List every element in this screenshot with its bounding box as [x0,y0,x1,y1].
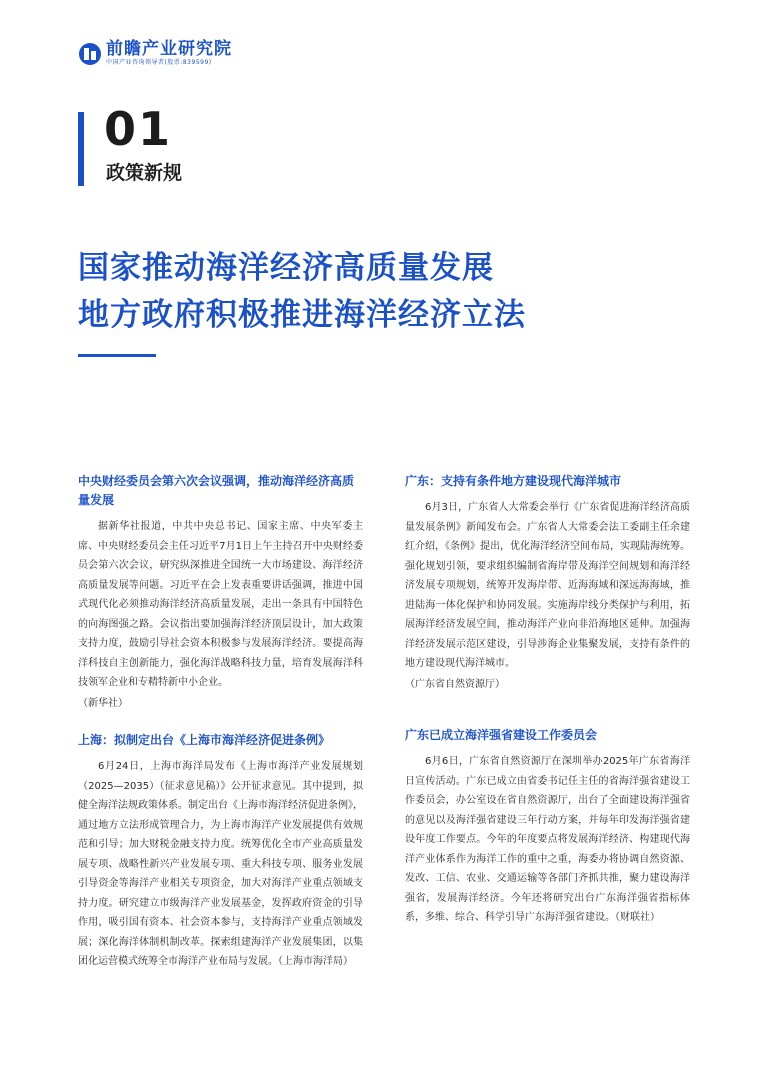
article-guangdong-city [405,472,690,694]
left-column [78,472,363,990]
article-body: 6月3日，广东省人大常委会举行《广东省促进海洋经济高质量发展条例》新闻发布会。广东省人大常委会法工委副主任余建红介绍，《条例》提出，优化海洋经济空间布局，实现陆海统筹。强化规划引领，要求组织编制省海岸带及海洋空间规划和海洋经济发展专项规划，统筹开发海岸带、近海海域和深远海海域，推进陆海一体化保护和协同发展。实施海岸线分类保护与利用，拓展海洋经济发展空间，推动海洋产业向非沿海地区延伸。加强海洋经济发展示范区建设，引导涉海企业集聚发展，支持有条件的地方建设现代海洋城市。 [405,502,690,669]
article-body: 6月24日，上海市海洋局发布《上海市海洋产业发展规划（2025—2035）（征求意见稿）》公开征求意见。其中提到，拟健全海洋法规政策体系。制定出台《上海市海洋经济促进条例》，通过地方立法形成管理合力，为上海市海洋产业发展提供有效规范和引导；加大财税金融支持力度。统筹优化全市产业高质量发展专项、战略性新兴产业发展专项、重大科技专项、服务业发展引导资金等海洋产业相关专项资金，加大对海洋产业重点领域支持力度。研究建立市级海洋产业发展基金，发挥政府资金的引导作用，吸引国有资本、社会资本参与，支持海洋产业重点领域发展；深化海洋体制机制改革。探索组建海洋产业发展集团，以集团化运营模式统筹全市海洋产业布局与发展。（上海市海洋局） [78,761,363,967]
article-title: 广东：支持有条件地方建设现代海洋城市 [405,474,622,488]
logo-icon [78,42,102,66]
article-body: 据新华社报道，中共中央总书记、国家主席、中央军委主席、中央财经委员会主任习近平7月1日上午主持召开中央财经委员会第六次会议，研究纵深推进全国统一大市场建设、海洋经济高质量发展等问题。习近平在会上发表重要讲话强调，推进中国式现代化必须推动海洋经济高质量发展，走出一条具有中国特色的向海图强之路。会议指出要加强海洋经济顶层设计，加大政策支持力度，鼓励引导社会资本积极参与发展海洋经济。要提高海洋科技自主创新能力，强化海洋战略科技力量，培育发展海洋科技领军企业和专精特新中小企业。 [78,521,363,688]
section-title: 政策新规 [106,162,183,184]
logo-slogan: 中国产业咨询领导者(股票:839599) [106,59,212,66]
headline-divider [78,354,156,357]
article-source: （广东省自然资源厅） [405,678,505,690]
article-guangdong-committee [405,726,690,928]
logo-name: 前瞻产业研究院 [106,39,232,59]
article-central-finance [78,472,363,713]
section-number: 01 [104,102,173,156]
headline-line-1: 国家推动海洋经济高质量发展 [78,250,494,286]
article-title: 中央财经委员会第六次会议强调，推动海洋经济高质量发展 [78,474,355,507]
article-body: 6月6日，广东省自然资源厅在深圳举办2025年广东省海洋日宣传活动。广东已成立由省委书记任主任的省海洋强省建设工作委员会，办公室设在省自然资源厅，出台了全面建设海洋强省的意见以及海洋强省建设三年行动方案，并每年印发海洋强省建设年度工作要点。今年的年度要点将发展海洋经济、构建现代海洋产业体系作为海洋工作的重中之重，海委办将协调自然资源、发改、工信、农业、交通运输等各部门齐抓共推，聚力建设海洋强省，发展海洋经济。今年还将研究出台广东海洋强省指标体系，多维、综合、科学引导广东海洋强省建设。（财联社） [405,756,690,923]
page-headline [78,245,526,339]
article-title: 上海：拟制定出台《上海市海洋经济促进条例》 [78,733,331,747]
article-shanghai [78,731,363,972]
article-source: （新华社） [78,697,128,709]
article-title: 广东已成立海洋强省建设工作委员会 [405,728,598,742]
headline-line-2: 地方政府积极推进海洋经济立法 [78,297,526,333]
logo [78,40,232,67]
section-accent-bar [78,112,84,186]
right-column [405,472,690,946]
